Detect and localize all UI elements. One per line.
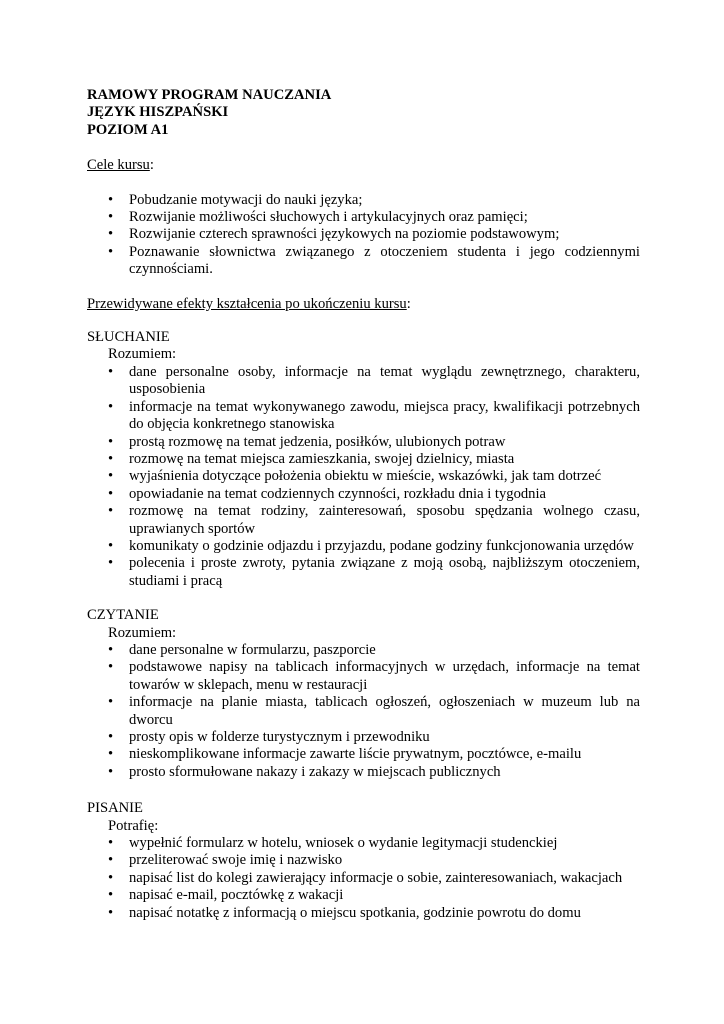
listening-item: • prostą rozmowę na temat jedzenia, posiłków, ulubionych potraw xyxy=(87,434,640,451)
goals-item: • Rozwijanie możliwości słuchowych i artykulacyjnych oraz pamięci; xyxy=(87,209,640,226)
doc-title-line-2: JĘZYK HISZPAŃSKI xyxy=(87,104,229,121)
listening-item: • komunikaty o godzinie odjazdu i przyjazdu, podane godziny funkcjonowania urzędów xyxy=(87,538,640,555)
reading-item: • dane personalne w formularzu, paszporcie xyxy=(87,642,640,659)
listening-item: • wyjaśnienia dotyczące położenia obiektu w mieście, wskazówki, jak tam dotrzeć xyxy=(87,468,640,485)
writing-list xyxy=(87,835,640,922)
document-page xyxy=(87,87,640,922)
doc-title-line-3: POZIOM A1 xyxy=(87,121,169,138)
listening-item: • rozmowę na temat rodziny, zainteresowań, sposobu spędzania wolnego czasu, uprawianych sportów xyxy=(87,503,640,538)
listening-item: • opowiadanie na temat codziennych czynności, rozkładu dnia i tygodnia xyxy=(87,486,640,503)
writing-item: • napisać list do kolegi zawierający informacje o sobie, zainteresowaniach, wakacjach xyxy=(87,870,640,887)
listening-list xyxy=(87,364,640,590)
outcomes-heading xyxy=(87,296,640,313)
reading-item: • podstawowe napisy na tablicach informacyjnych w urzędach, informacje na temat towarów w sklepach, menu w restauracji xyxy=(87,659,640,694)
goals-heading-text: Cele kursu xyxy=(87,157,150,174)
goals-item: • Rozwijanie czterech sprawności językowych na poziomie podstawowym; xyxy=(87,226,640,243)
listening-item: • informacje na temat wykonywanego zawodu, miejsca pracy, kwalifikacji potrzebnych do objęcia konkretnego stanowiska xyxy=(87,399,640,434)
listening-title: SŁUCHANIE xyxy=(87,329,170,346)
reading-item: • nieskomplikowane informacje zawarte liście prywatnym, pocztówce, e-mailu xyxy=(87,746,640,763)
reading-intro: Rozumiem: xyxy=(108,624,177,641)
writing-intro: Potrafię: xyxy=(108,817,159,834)
goals-heading xyxy=(87,157,640,174)
doc-title-line-1: RAMOWY PROGRAM NAUCZANIA xyxy=(87,87,332,103)
listening-item: • dane personalne osoby, informacje na temat wyglądu zewnętrznego, charakteru, usposobienia xyxy=(87,364,640,399)
outcomes-heading-text: Przewidywane efekty kształcenia po ukończeniu kursu xyxy=(87,295,407,312)
reading-item: • informacje na planie miasta, tablicach ogłoszeń, ogłoszeniach w muzeum lub na dworcu xyxy=(87,694,640,729)
outcomes-heading-colon: : xyxy=(406,295,411,312)
listening-intro: Rozumiem: xyxy=(108,346,177,363)
goals-item: • Poznawanie słownictwa związanego z otoczeniem studenta i jego codziennymi czynnościami. xyxy=(87,244,640,279)
goals-heading-colon: : xyxy=(149,157,154,174)
writing-title: PISANIE xyxy=(87,800,143,817)
goals-item: • Pobudzanie motywacji do nauki języka; xyxy=(87,192,640,209)
writing-item: • napisać e-mail, pocztówkę z wakacji xyxy=(87,887,640,904)
reading-item: • prosty opis w folderze turystycznym i przewodniku xyxy=(87,729,640,746)
writing-item: • wypełnić formularz w hotelu, wniosek o wydanie legitymacji studenckiej xyxy=(87,835,640,852)
reading-item: • prosto sformułowane nakazy i zakazy w miejscach publicznych xyxy=(87,764,640,781)
reading-title: CZYTANIE xyxy=(87,607,159,624)
reading-list xyxy=(87,642,640,781)
writing-item: • napisać notatkę z informacją o miejscu spotkania, godzinie powrotu do domu xyxy=(87,905,640,922)
listening-item: • rozmowę na temat miejsca zamieszkania, swojej dzielnicy, miasta xyxy=(87,451,640,468)
goals-list xyxy=(87,192,640,279)
writing-item: • przeliterować swoje imię i nazwisko xyxy=(87,852,640,869)
listening-item: • polecenia i proste zwroty, pytania związane z moją osobą, najbliższym otoczeniem, studiami i pracą xyxy=(87,555,640,590)
